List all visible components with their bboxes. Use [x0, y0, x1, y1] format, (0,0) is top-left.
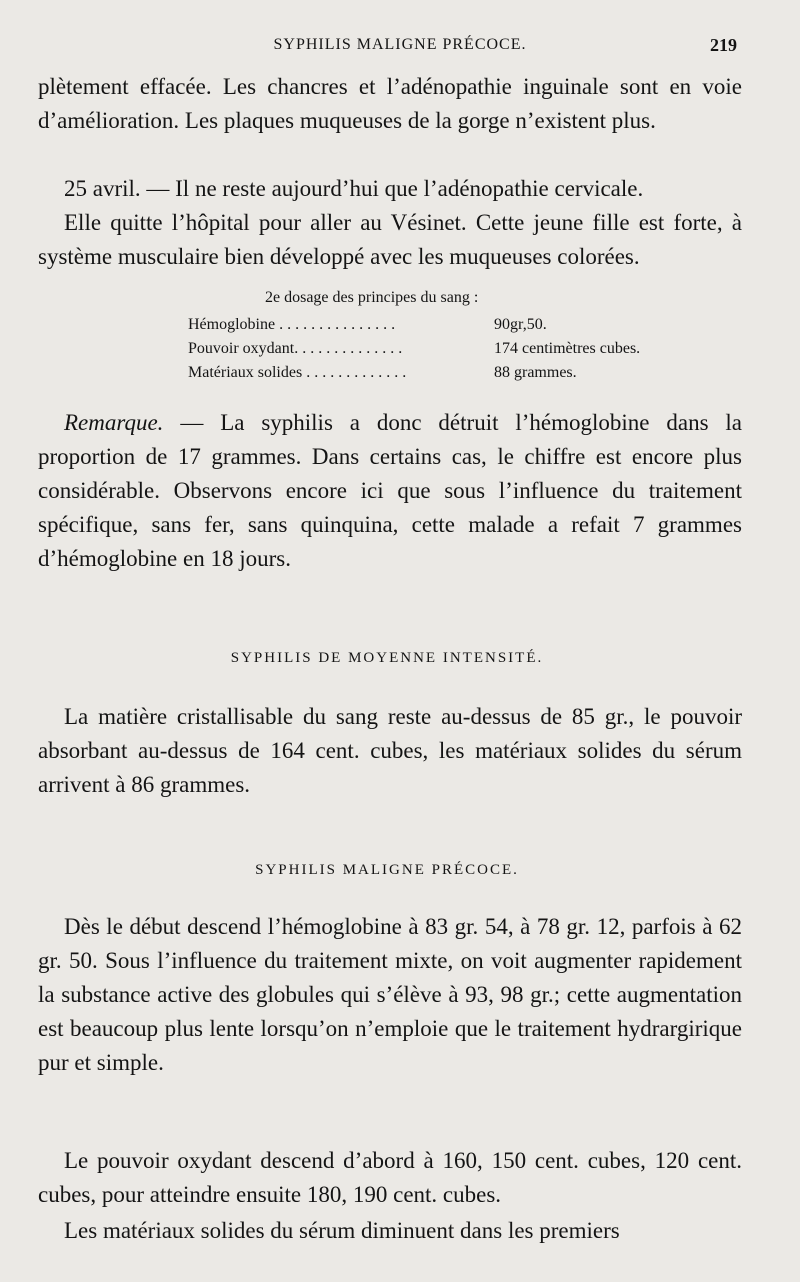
dosage-title: 2e dosage des principes du sang : [265, 289, 479, 306]
paragraph-pouvoir-oxydant: Le pouvoir oxydant descend d’abord à 160, 150 cent. cubes, 120 cent. cubes, pour atteindre ensuite 180, 190 cent. cubes. [38, 1148, 742, 1207]
paragraph-patient-description: Elle quitte l’hôpital pour aller au Vésinet. Cette jeune fille est forte, à système musculaire bien développé avec les muqueuses colorées. [38, 210, 742, 269]
paragraph-hemoglobine: Dès le début descend l’hémoglobine à 83 gr. 54, à 78 gr. 12, parfois à 62 gr. 50. Sous l’influence du traitement mixte, on voit augmenter rapidement la substance active des globules qui s’élève à 93, 98 gr.; cette augmentation est beaucoup plus lente lorsqu’on n’emploie que le traitement hydrargirique pur et simple. [38, 914, 742, 1075]
dosage-label: Hémoglobine . . . . . . . . . . . . . . . [188, 316, 396, 333]
page-header [0, 34, 800, 58]
paragraph-continuation: plètement effacée. Les chancres et l’adénopathie inguinale sont en voie d’amélioration. Les plaques muqueuses de la gorge n’existent plus. [38, 74, 742, 133]
paragraph-remarque [38, 406, 742, 576]
dosage-value: 90gr,50. [494, 316, 547, 333]
dosage-value: 174 centimètres cubes. [494, 340, 641, 357]
dosage-row [188, 361, 648, 385]
paragraph-materiaux-solides: Les matériaux solides du sérum diminuent dans les premiers [64, 1218, 620, 1243]
dosage-value: 88 grammes. [494, 364, 577, 381]
section-heading-moyenne: SYPHILIS DE MOYENNE INTENSITÉ. [230, 650, 544, 666]
running-title: SYPHILIS MALIGNE PRÉCOCE. [273, 36, 527, 53]
remarque-lead: Remarque. [64, 410, 164, 435]
paragraph-moyenne-intensite: La matière cristallisable du sang reste au-dessus de 85 gr., le pouvoir absorbant au-dessus de 164 cent. cubes, les matériaux solides du sérum arrivent à 86 grammes. [38, 704, 742, 797]
section-heading-maligne: SYPHILIS MALIGNE PRÉCOCE. [255, 862, 519, 878]
dosage-row [188, 337, 648, 361]
remarque-text: — La syphilis a donc détruit l’hémoglobine dans la proportion de 17 grammes. Dans certains cas, le chiffre est encore plus considérable. Observons encore ici que sous l’influence du traitement spécifique, sans fer, sans quinquina, cette malade a refait 7 grammes d’hémoglobine en 18 jours. [38, 410, 742, 571]
paragraph-date-entry: 25 avril. — Il ne reste aujourd’hui que l’adénopathie cervicale. [64, 176, 644, 201]
dosage-row [188, 313, 648, 337]
blood-dosage-table [188, 286, 648, 385]
page-number: 219 [710, 35, 737, 55]
dosage-label: Matériaux solides . . . . . . . . . . . . . [188, 364, 407, 381]
dosage-label: Pouvoir oxydant. . . . . . . . . . . . . . [188, 340, 403, 357]
